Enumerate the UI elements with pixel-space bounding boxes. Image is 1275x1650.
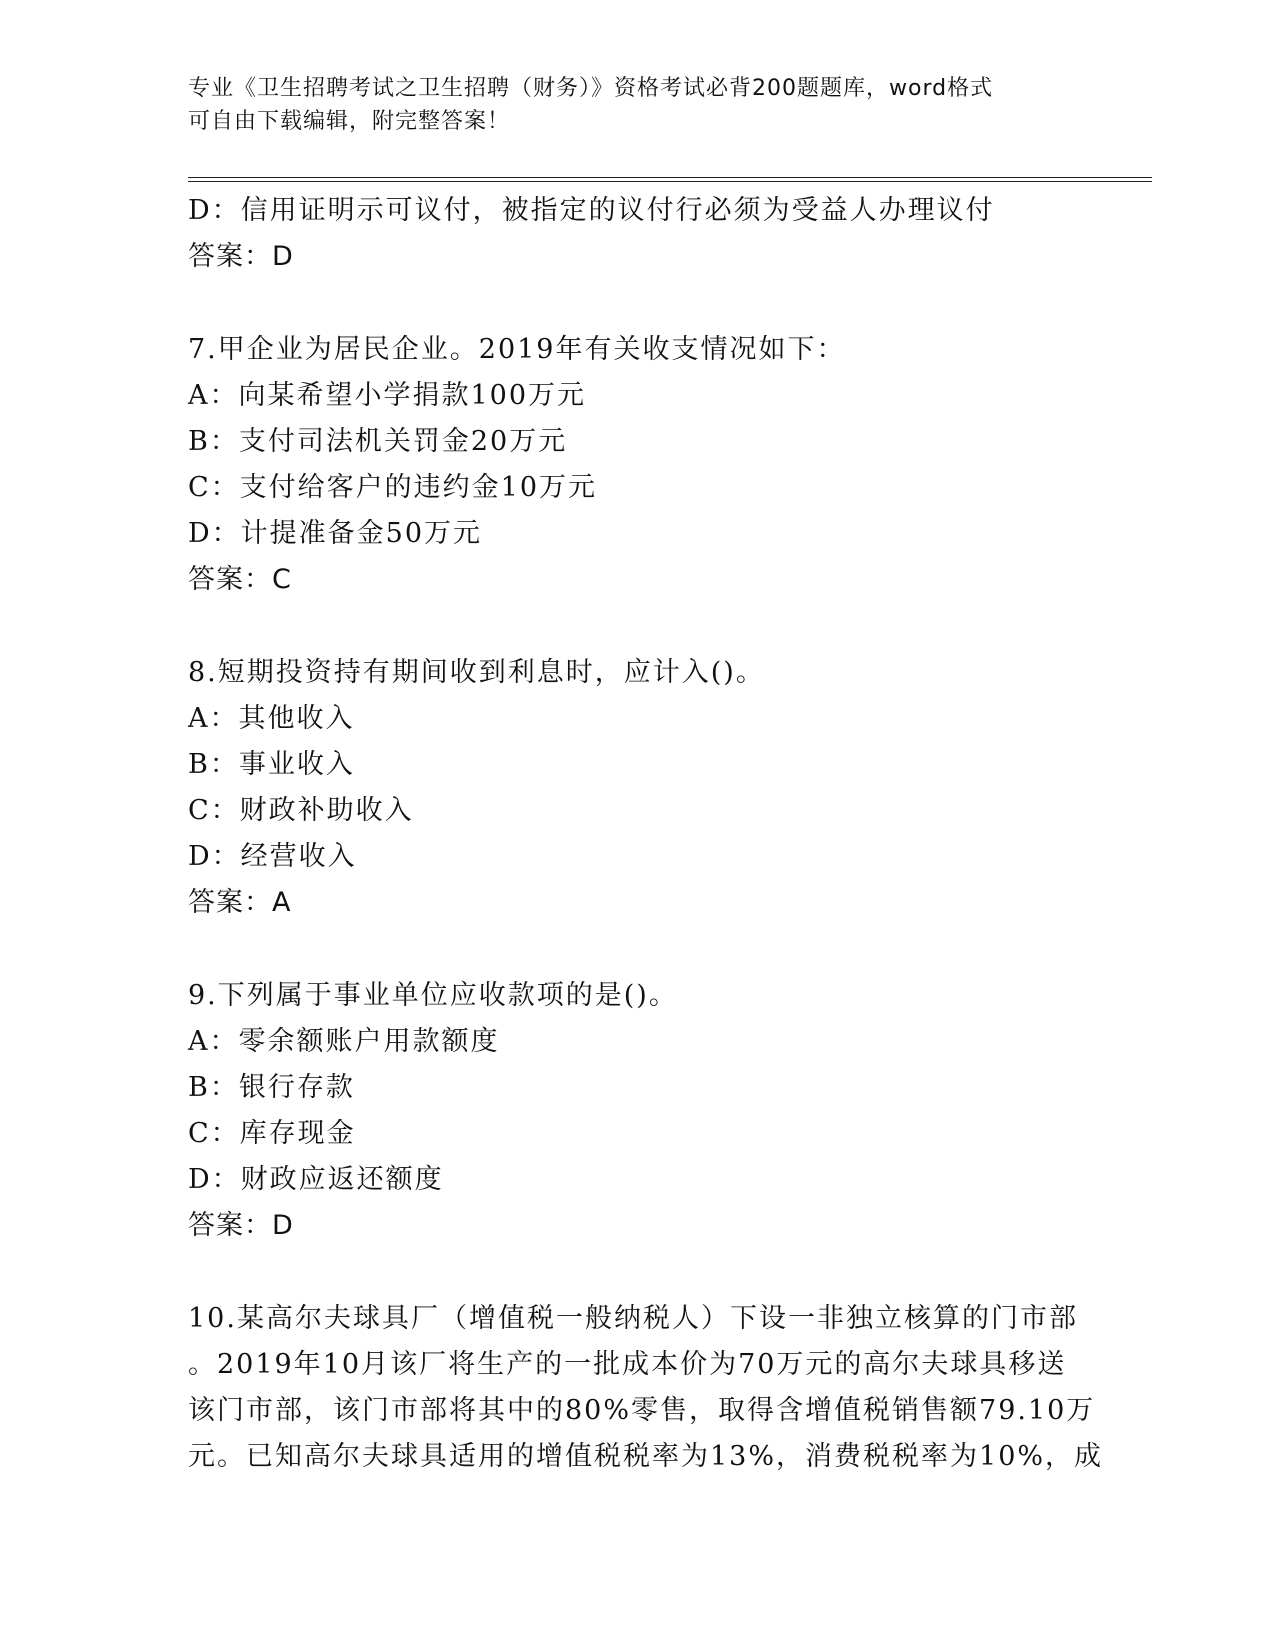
question-stem-line-4: 元。已知高尔夫球具适用的增值税税率为13%，消费税税率为10%，成 bbox=[188, 1441, 1104, 1472]
question-stem: 7.甲企业为居民企业。2019年有关收支情况如下： bbox=[188, 334, 846, 365]
option-a: A：其他收入 bbox=[188, 703, 355, 734]
question-list bbox=[188, 188, 1104, 1480]
option-b: B：支付司法机关罚金20万元 bbox=[188, 426, 568, 457]
option-a: A：向某希望小学捐款100万元 bbox=[188, 380, 587, 411]
option-d: D：经营收入 bbox=[188, 841, 357, 872]
question-stem: 9.下列属于事业单位应收款项的是()。 bbox=[188, 980, 678, 1011]
header-divider-top bbox=[188, 177, 1152, 178]
option-c: C：库存现金 bbox=[188, 1118, 356, 1149]
question-10 bbox=[188, 1296, 1104, 1480]
header-line-2: 可自由下载编辑，附完整答案！ bbox=[188, 109, 511, 134]
spacer bbox=[188, 603, 1088, 650]
question-stem: 8.短期投资持有期间收到利息时，应计入()。 bbox=[188, 657, 765, 688]
option-d: D：财政应返还额度 bbox=[188, 1164, 444, 1195]
document-header bbox=[188, 72, 1068, 138]
option-b: B：事业收入 bbox=[188, 749, 355, 780]
option-b: B：银行存款 bbox=[188, 1072, 355, 1103]
option-a: A：零余额账户用款额度 bbox=[188, 1026, 500, 1057]
spacer bbox=[188, 280, 1088, 327]
option-d: D：计提准备金50万元 bbox=[188, 518, 483, 549]
question-stem-line-3: 该门市部，该门市部将其中的80%零售，取得含增值税销售额79.10万 bbox=[188, 1395, 1096, 1426]
question-stem-line-1: 10.某高尔夫球具厂（增值税一般纳税人）下设一非独立核算的门市部 bbox=[188, 1303, 1078, 1334]
question-stem-line-2: 。2019年10月该厂将生产的一批成本价为70万元的高尔夫球具移送 bbox=[188, 1349, 1067, 1380]
spacer bbox=[188, 926, 1088, 973]
spacer bbox=[188, 1249, 1088, 1296]
question-9 bbox=[188, 973, 1088, 1249]
question-8 bbox=[188, 650, 1088, 926]
answer: 答案：A bbox=[188, 887, 292, 918]
option-c: C：支付给客户的违约金10万元 bbox=[188, 472, 598, 503]
question-7 bbox=[188, 327, 1088, 603]
header-line-1: 专业《卫生招聘考试之卫生招聘（财务）》资格考试必背200题题库，word格式 bbox=[188, 76, 994, 101]
question-6-tail bbox=[188, 188, 1088, 280]
header-divider-bottom bbox=[188, 181, 1152, 182]
answer: 答案：C bbox=[188, 564, 292, 595]
option-d: D：信用证明示可议付，被指定的议付行必须为受益人办理议付 bbox=[188, 195, 995, 226]
answer: 答案：D bbox=[188, 241, 294, 272]
answer: 答案：D bbox=[188, 1210, 294, 1241]
option-c: C：财政补助收入 bbox=[188, 795, 414, 826]
